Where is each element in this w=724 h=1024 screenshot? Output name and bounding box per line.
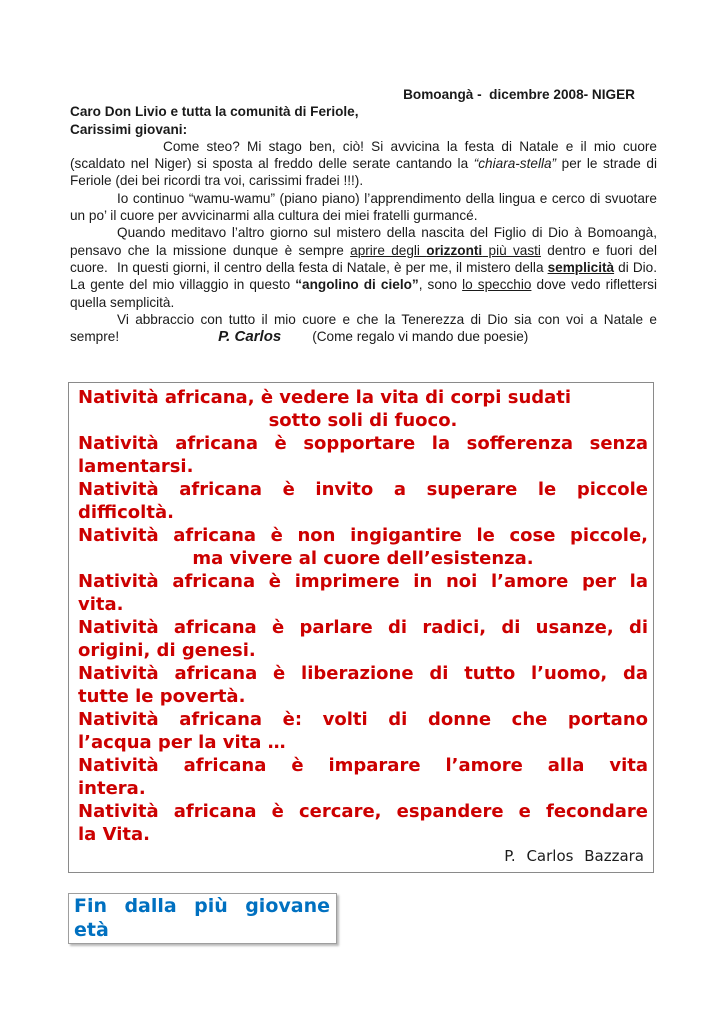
callout-body (74, 894, 330, 942)
poem-box (68, 382, 654, 873)
poem-line (78, 455, 648, 478)
letter-line (70, 207, 657, 224)
poem-line (78, 754, 648, 777)
text-segment: difficoltà. (78, 502, 174, 524)
letter-line (70, 328, 657, 345)
text-segment: più vasti (482, 242, 541, 258)
letter-line (70, 155, 657, 172)
letter-line (70, 259, 657, 276)
poem-line (78, 639, 648, 662)
text-segment: , sono (418, 277, 463, 293)
text-segment: un po’ il cuore per avvicinarmi alla cultura dei miei fratelli gurmancé. (70, 208, 478, 224)
poem-body (78, 386, 648, 846)
text-segment: semplicità (547, 259, 615, 275)
text-segment: P. Carlos (218, 328, 282, 346)
letter-line (70, 190, 657, 207)
text-segment: Natività africana è: volti di donne che portano (78, 709, 648, 731)
text-segment: origini, di genesi. (78, 640, 256, 662)
text-segment: Natività africana è sopportare la sofferenza senza (78, 433, 648, 455)
text-segment: l’acqua per la vita … (78, 732, 286, 754)
text-segment: Natività africana è invito a superare le piccole (78, 479, 648, 501)
poem-line (78, 708, 648, 731)
letter-line (70, 224, 657, 241)
text-segment: sotto soli di fuoco. (268, 410, 458, 432)
text-segment: Fin dalla più giovane (74, 895, 330, 918)
poem-line (78, 593, 648, 616)
letter-line (70, 276, 657, 293)
text-segment: Natività africana è imprimere in noi l’amore per la (78, 571, 648, 593)
text-segment: “chiara-stella” (473, 156, 557, 172)
callout-box (68, 893, 337, 944)
poem-line (78, 409, 648, 432)
poem-line (78, 731, 648, 754)
salutation-line-1: Caro Don Livio e tutta la comunità di Feriole, (70, 104, 359, 120)
text-segment: Come steo? Mi stago ben, ciò! Si avvicina la festa di Natale e il mio cuore (163, 138, 657, 154)
text-segment: In questi giorni, il centro della festa di Natale, è per me, il mistero della (117, 259, 548, 275)
text-segment: Natività africana è cercare, espandere e fecondare (78, 801, 648, 823)
salutation-line-2: Carissimi giovani: (70, 121, 188, 137)
callout-line (74, 918, 330, 942)
text-segment: La gente del mio villaggio in questo (70, 277, 296, 293)
poem-line (78, 616, 648, 639)
callout-line (74, 894, 330, 918)
text-segment: Io continuo “wamu-wamu” (piano piano) l’apprendimento della lingua e cerco di svuotare (117, 190, 657, 206)
poem-line (78, 524, 648, 547)
text-segment: per le strade di (556, 156, 657, 172)
text-segment: Natività africana è parlare di radici, di usanze, di (78, 617, 648, 639)
text-segment: aprire degli (350, 242, 427, 258)
text-segment: la Vita. (78, 824, 150, 846)
text-segment: Natività africana è imparare l’amore alla vita (78, 755, 648, 777)
poem-signature: P. Carlos Bazzara (504, 847, 644, 866)
poem-line (78, 478, 648, 501)
text-segment: età (74, 919, 109, 942)
text-segment: quella semplicità. (70, 294, 175, 310)
text-segment: ma vivere al cuore dell’esistenza. (192, 548, 534, 570)
letter-line (70, 311, 657, 328)
text-segment: (scaldato nel Niger) si sposta al freddo delle serate cantando la (70, 156, 474, 172)
text-segment: dove vedo riflettersi (531, 277, 657, 293)
letter-section (70, 86, 657, 345)
poem-line (78, 662, 648, 685)
text-segment: pensavo che la missione dunque è sempre (70, 242, 351, 258)
text-segment: “angolino di cielo” (295, 277, 419, 293)
text-segment: (Come regalo vi mando due poesie) (312, 329, 529, 345)
poem-line (78, 547, 648, 570)
poem-line (78, 386, 648, 409)
text-segment: Natività africana, è vedere la vita di corpi sudati (78, 387, 572, 409)
text-segment: Vi abbraccio con tutto il mio cuore e che la Tenerezza di Dio sia con voi a Natale e (117, 311, 657, 327)
poem-line (78, 685, 648, 708)
poem-line (78, 800, 648, 823)
poem-line (78, 432, 648, 455)
letter-line (70, 294, 657, 311)
text-segment: Feriole (dei bei ricordi tra voi, carissimi fradei !!!). (70, 173, 364, 189)
text-segment: vita. (78, 594, 124, 616)
dateline: Bomoangà - dicembre 2008- NIGER (403, 87, 635, 102)
text-segment: dentro e fuori del cuore. (70, 242, 658, 275)
text-segment: intera. (78, 778, 146, 800)
letter-body (70, 138, 657, 346)
text-segment: orizzonti (426, 242, 483, 258)
text-segment: di Dio. (614, 259, 657, 275)
text-segment: lamentarsi. (78, 456, 194, 478)
text-segment: Natività africana è liberazione di tutto l’uomo, da (78, 663, 648, 685)
text-segment: Natività africana è non ingigantire le cose piccole, (78, 525, 648, 547)
letter-line (70, 138, 657, 155)
poem-line (78, 823, 648, 846)
text-segment: sempre! (70, 329, 120, 345)
text-segment: Quando meditavo l’altro giorno sul mistero della nascita del Figlio di Dio à Bomoangà, (117, 225, 657, 241)
poem-line (78, 501, 648, 524)
poem-line (78, 777, 648, 800)
text-segment: lo specchio (462, 277, 532, 293)
text-segment: tutte le povertà. (78, 686, 246, 708)
poem-line (78, 570, 648, 593)
letter-line (70, 172, 657, 189)
